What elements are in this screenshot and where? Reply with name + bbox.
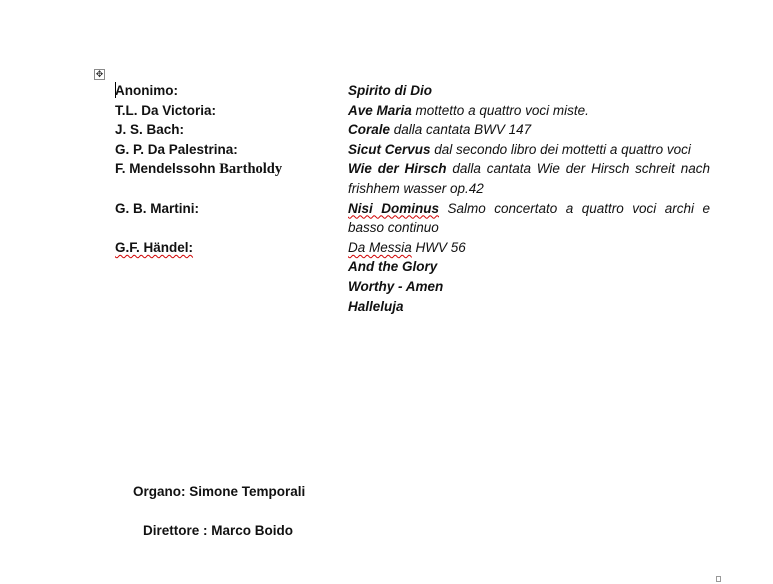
piece-item: Halleluja xyxy=(348,298,404,314)
table-row xyxy=(115,199,710,238)
table-row xyxy=(115,159,710,198)
work-cell xyxy=(348,199,710,238)
work-cell xyxy=(348,159,710,198)
work-title: Spirito di Dio xyxy=(348,83,432,98)
composer-cell: G. P. Da Palestrina: xyxy=(115,141,238,157)
piece-item: And the Glory xyxy=(348,259,438,275)
work-description: HWV 56 xyxy=(411,239,466,255)
page-corner-marker xyxy=(716,576,721,582)
composer-name: F. Mendelssohn xyxy=(115,161,220,177)
work-description: mottetto a quattro voci miste. xyxy=(411,102,589,118)
work-description: dalla cantata Wie der Hirsch schreit nach frishhem wasser op.42 xyxy=(348,161,710,196)
composer-surname: Bartholdy xyxy=(219,161,283,178)
director-credit: Direttore : Marco Boido xyxy=(143,523,294,538)
work-cell xyxy=(348,238,710,316)
composer-cell xyxy=(115,159,348,198)
work-title: Nisi Dominus xyxy=(348,200,439,216)
composer-cell: Anonimo: xyxy=(115,83,178,98)
work-title: Corale xyxy=(348,122,391,138)
organist-credit: Organo: Simone Temporali xyxy=(133,484,306,499)
work-title: Da Messia xyxy=(348,239,412,255)
work-cell xyxy=(348,101,710,121)
composer-name: G.F. Händel: xyxy=(115,239,194,255)
piece-item: Worthy - Amen xyxy=(348,278,444,294)
table-row xyxy=(115,140,710,160)
composer-cell: T.L. Da Victoria: xyxy=(115,102,217,118)
composer-cell xyxy=(115,238,348,316)
table-row xyxy=(115,81,710,101)
work-cell xyxy=(348,140,710,160)
work-title: Ave Maria xyxy=(348,102,412,118)
work-description: Salmo concertato a quattro voci archi e basso continuo xyxy=(348,200,710,236)
work-description: dalla cantata BWV 147 xyxy=(390,122,532,138)
table-row xyxy=(115,238,710,316)
table-row xyxy=(115,101,710,121)
work-title: Sicut Cervus xyxy=(348,141,431,157)
work-title: Wie der Hirsch xyxy=(348,161,447,177)
composer-cell: G. B. Martini: xyxy=(115,200,199,216)
table-move-handle-icon[interactable]: ✥ xyxy=(95,69,104,79)
work-cell xyxy=(348,120,710,140)
work-description: dal secondo libro dei mottetti a quattro voci xyxy=(430,141,691,157)
table-row xyxy=(115,120,710,140)
composer-cell: J. S. Bach: xyxy=(115,122,185,138)
work-cell xyxy=(348,81,710,101)
program-table xyxy=(115,81,710,316)
